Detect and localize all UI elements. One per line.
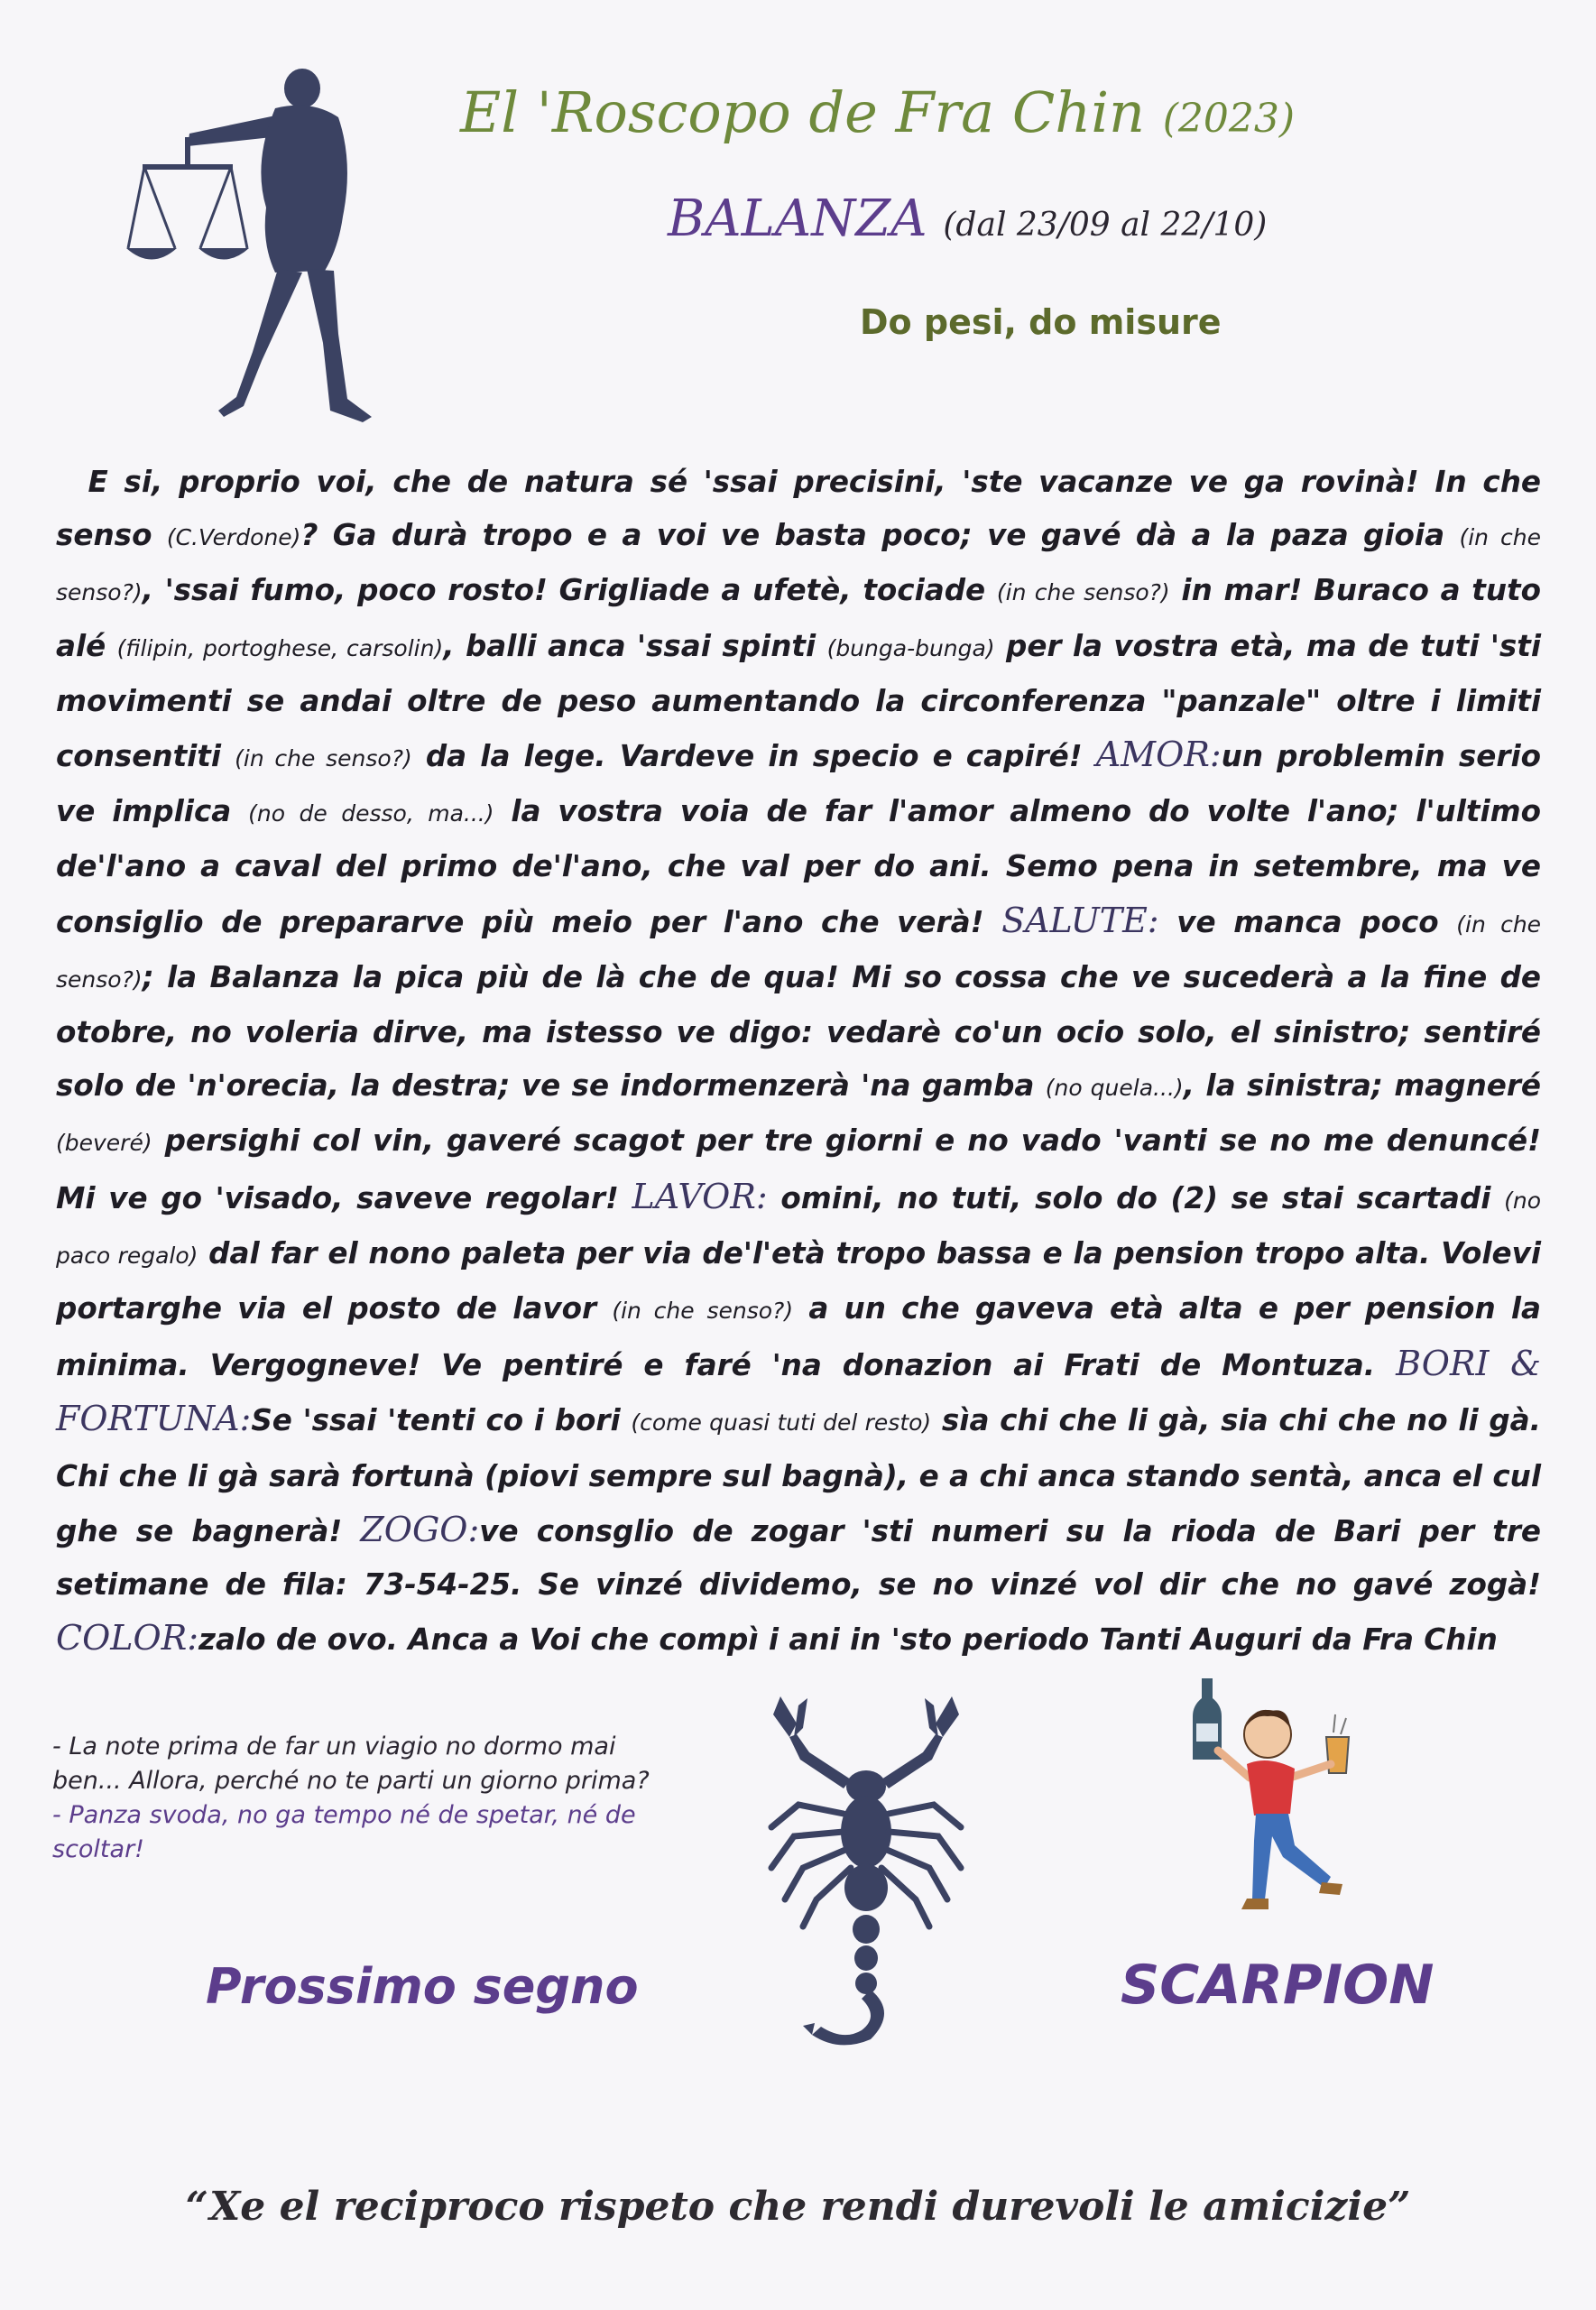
body-text: da la lege. Vardeve in specio e capiré! xyxy=(425,739,1083,774)
scorpion-icon xyxy=(753,1687,997,2066)
sign-name: BALANZA xyxy=(668,189,927,248)
joke-answer: - Panza svoda, no ga tempo né de spetar, né de scoltar! xyxy=(52,1801,636,1863)
body-text: omini, no tuti, solo do (2) se stai scartadi xyxy=(780,1180,1491,1215)
body-text: in mar! Buraco a tuto alé xyxy=(56,573,1541,663)
body-text: sìa chi che li gà, sia chi che no li gà. Chi che li gà sarà fortunà (piovi sempre sul bagnà), e a chi anca stando sentà, anca el cul ghe se bagnerà! xyxy=(56,1403,1542,1548)
aside-note: (C.Verdone) xyxy=(166,524,301,551)
section-heading-color: COLOR: xyxy=(56,1618,199,1659)
body-text: dal far el nono paleta per via de'l'età tropo bassa e la pension tropo alta. Volevi portarghe via el posto de lavor xyxy=(56,1235,1541,1326)
sign-dates: (dal 23/09 al 22/10) xyxy=(943,207,1268,244)
body-text: , la sinistra; magneré xyxy=(1183,1068,1542,1104)
next-sign-label: Prossimo segno xyxy=(206,1958,639,2015)
section-heading-salute: SALUTE: xyxy=(1001,900,1159,940)
body-text: per la vostra età, ma de tuti 'sti movimenti se andai oltre de peso aumentando la circonferenza "panzale" oltre i limiti consentiti xyxy=(56,628,1542,774)
body-text: E si, proprio voi, che de natura sé 'ssai precisini, 'ste vacanze ve ga rovinà! In che senso xyxy=(56,465,1541,553)
body-text: ? Ga durà tropo e a voi ve basta poco; ve gavé dà a la paza gioia xyxy=(300,518,1445,553)
body-text: ; la Balanza la pica più de là che de qua! Mi so cossa che ve sucederà a la fine de otobre, no voleria dirve, ma istesso ve digo: vedarè co'un ocio solo, el sinistro; sentiré solo de 'n'orecia, la destra; ve se indormenzerà 'na gamba xyxy=(56,959,1541,1104)
body-text: persighi col vin, gaveré scagot per tre giorni e no vado 'vanti se no me denuncé! Mi ve go 'visado, saveve regolar! xyxy=(56,1123,1542,1215)
aside-note: (in che senso?) xyxy=(56,524,1541,606)
aside-note: (no quela...) xyxy=(1045,1075,1184,1102)
body-text: a un che gaveva età alta e per pension la minima. Vergogneve! Ve pentiré e faré 'na donazion ai Frati de Montuza. xyxy=(56,1291,1542,1383)
section-heading-lavor: LAVOR: xyxy=(632,1176,768,1216)
title-year: (2023) xyxy=(1162,96,1296,142)
body-text: , balli anca 'ssai spinti xyxy=(443,628,816,663)
aside-note: (in che senso?) xyxy=(996,579,1170,606)
body-text: ve consglio de zogar 'sti numeri su la rioda de Bari per tre setimane de fila: 73-54-25. Se vinzé dividemo, se no vinzé vol dir che no gavé zogà! xyxy=(56,1513,1541,1603)
section-heading-amor: AMOR: xyxy=(1095,735,1222,775)
sign-motto: Do pesi, do misure xyxy=(860,302,1222,342)
next-sign-name: SCARPION xyxy=(1121,1954,1435,2017)
page-title xyxy=(460,79,1525,145)
sign-header xyxy=(668,189,1267,248)
body-text: zalo de ovo. Anca a Voi che compì i ani in 'sto periodo Tanti Auguri da Fra Chin xyxy=(198,1622,1498,1658)
body-text: un problemin serio ve implica xyxy=(56,739,1542,829)
aside-note: (in che senso?) xyxy=(612,1298,794,1325)
title-text: El 'Roscopo de Fra Chin xyxy=(460,79,1145,145)
closing-quote: “Xe el reciproco rispeto che rendi durevoli le amicizie” xyxy=(185,2184,1411,2230)
drunk-man-cartoon-icon xyxy=(1182,1678,1389,1922)
aside-note: (filipin, portoghese, carsolin) xyxy=(116,634,444,661)
libra-figure-icon xyxy=(117,63,415,424)
joke-question: - La note prima de far un viagio no dormo mai ben... Allora, perché no te parti un giorno prima? xyxy=(52,1732,650,1795)
aside-note: (in che senso?) xyxy=(56,910,1542,993)
body-text: , 'ssai fumo, poco rosto! Grigliade a ufetè, tociade xyxy=(142,573,986,608)
section-heading-zogo: ZOGO: xyxy=(360,1509,480,1549)
aside-note: (come quasi tuti del resto) xyxy=(631,1409,932,1437)
aside-note: (no paco regalo) xyxy=(56,1187,1541,1269)
body-text: Se 'ssai 'tenti co i bori xyxy=(251,1403,621,1438)
aside-note: (in che senso?) xyxy=(235,745,412,772)
aside-note: (beveré) xyxy=(56,1130,152,1157)
aside-note: (no de desso, ma...) xyxy=(248,800,494,827)
body-text: la vostra voia de far l'amor almeno do volte l'ano; l'ultimo de'l'ano a caval del primo de'l'ano, che val per do ani. Semo pena in setembre, ma ve consiglio de prepararve più meio per l'ano che verà! xyxy=(56,794,1541,939)
body-text: ve manca poco xyxy=(1176,904,1439,939)
horoscope-text xyxy=(56,456,1541,1667)
joke-box xyxy=(52,1730,666,1867)
aside-note: (bunga-bunga) xyxy=(826,634,995,661)
section-heading-bori-fortuna: BORI & FORTUNA: xyxy=(56,1344,1542,1439)
